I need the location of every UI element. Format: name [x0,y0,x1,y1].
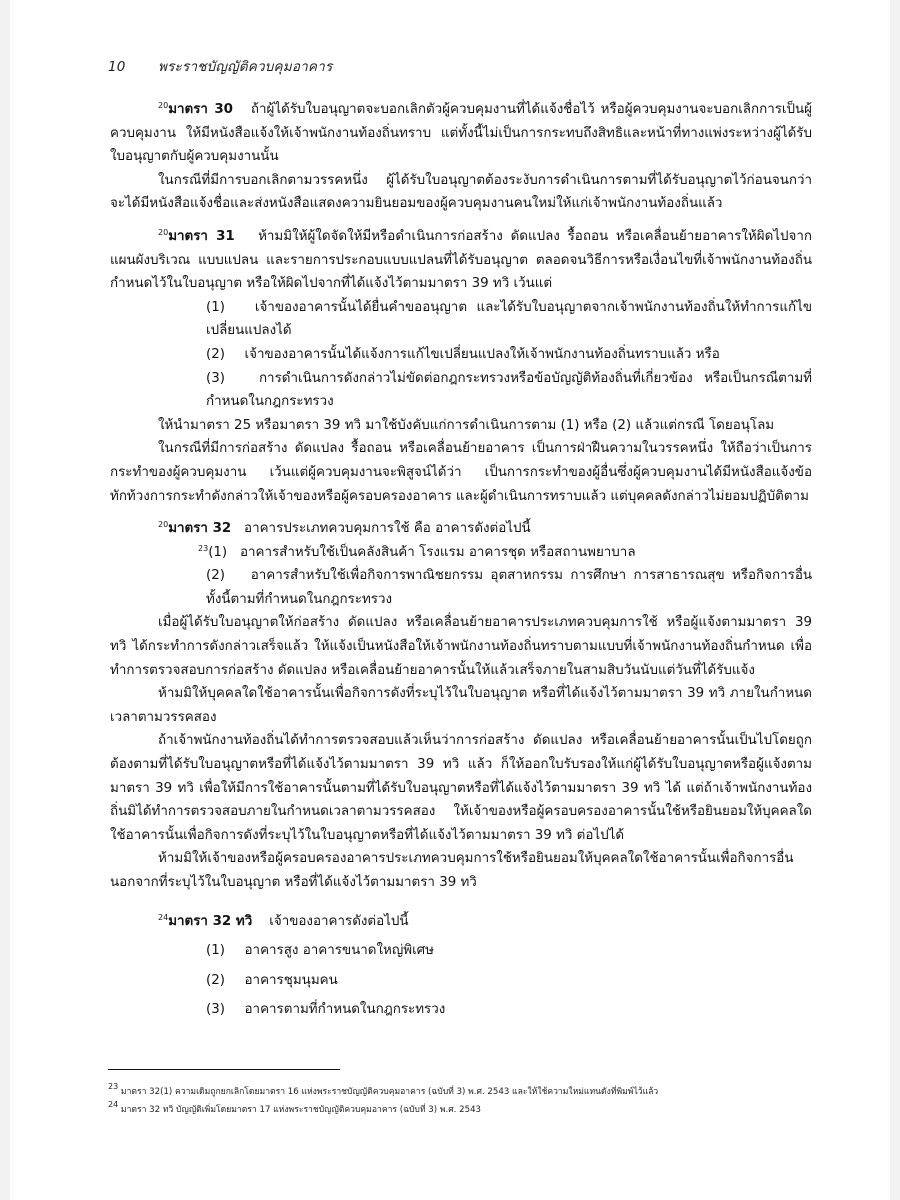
item-text: อาคารสำหรับใช้เพื่อกิจการพาณิชยกรรม อุตสาหกรรม การศึกษา การสาธารณสุข หรือกิจการอื่นทั้งนี้ตามที่กำหนดในกฎกระทรวง [206,568,813,607]
section-32-paragraph-5: ห้ามมิให้เจ้าของหรือผู้ครอบครองอาคารประเภทควบคุมการใช้หรือยินยอมให้บุคคลใดใช้อาคารนั้นเพื่อกิจการอื่นนอกจากที่ระบุไว้ในใบอนุญาต หรือที่ได้แจ้งไว้ตามมาตรา 39 ทวิ [110,851,794,890]
footnote-ref: 20 [158,520,169,530]
section-30-text: ถ้าผู้ได้รับใบอนุญาตจะบอกเลิกตัวผู้ควบคุมงานที่ได้แจ้งชื่อไว้ หรือผู้ควบคุมงานจะบอกเลิกการเป็นผู้ควบคุมงาน ให้มีหนังสือแจ้งให้เจ้าพนักงานท้องถิ่นทราบ แต่ทั้งนี้ไม่เป็นการกระทบถึงสิทธิและหน้าที่ทางแพ่งระหว่างผู้ได้รับใบอนุญาตกับผู้ควบคุมงานนั้น [110,102,812,165]
section-32-paragraph-3: ห้ามมิให้บุคคลใดใช้อาคารนั้นเพื่อกิจการดังที่ระบุไว้ในใบอนุญาต หรือที่ได้แจ้งไว้ตามมาตรา 39 ทวิ ภายในกำหนดเวลาตามวรรคสอง [110,686,812,725]
header-title: พระราชบัญญัติควบคุมอาคาร [158,59,333,75]
item-number: (3) [206,1002,225,1018]
section-32bis-text: เจ้าของอาคารดังต่อไปนี้ [269,913,409,929]
footnote-number: 24 [108,1100,119,1109]
footnotes [108,1083,828,1119]
section-31-text: ห้ามมิให้ผู้ใดจัดให้มีหรือดำเนินการก่อสร้าง ดัดแปลง รื้อถอน หรือเคลื่อนย้ายอาคารให้ผิดไปจากแผนผังบริเวณ แบบแปลน และรายการประกอบแบบแปลนที่ได้รับอนุญาต ตลอดจนวิธีการหรือเงื่อนไขที่เจ้าพนักงานท้องถิ่นกำหนดไว้ในใบอนุญาต หรือให้ผิดไปจากที่ได้แจ้งไว้ตามมาตรา 39 ทวิ เว้นแต่ [110,228,812,292]
item-text: การดำเนินการดังกล่าวไม่ขัดต่อกฎกระทรวงหรือข้อบัญญัติท้องถิ่นที่เกี่ยวข้อง หรือเป็นกรณีตามที่กำหนดในกฎกระทรวง [206,370,812,410]
section-32bis-paragraph-1 [110,910,812,934]
item-text: เจ้าของอาคารนั้นได้ยื่นคำขออนุญาต และได้รับใบอนุญาตจากเจ้าพนักงานท้องถิ่นให้ทำการแก้ไขเปลี่ยนแปลงได้ [206,299,812,339]
footnote-24 [108,1101,828,1119]
item-number: (1) [206,943,225,959]
page-left-margin [0,0,10,1200]
section-32-paragraph-4: ถ้าเจ้าพนักงานท้องถิ่นได้ทำการตรวจสอบแล้วเห็นว่าการก่อสร้าง ดัดแปลง หรือเคลื่อนย้ายอาคารนั้นเป็นไปโดยถูกต้องตามที่ได้รับใบอนุญาตหรือที่ได้แจ้งไว้ตามมาตรา 39 ทวิ แล้ว ก็ให้ออกใบรับรองให้แก่ผู้ได้รับใบอนุญาตหรือผู้แจ้งตามมาตรา 39 ทวิ เพื่อให้มีการใช้อาคารนั้นตามที่ได้รับใบอนุญาตหรือที่ได้แจ้งไว้ตามมาตรา 39 ทวิ ได้ แต่ถ้าเจ้าพนักงานท้องถิ่นมิได้ทำการตรวจสอบภายในกำหนดเวลาตามวรรคสอง ให้เจ้าของหรือผู้ครอบครองอาคารนั้นใช้หรือยินยอมให้บุคคลใดใช้อาคารนั้นเพื่อกิจการดังที่ระบุไว้ในใบอนุญาตหรือที่ได้แจ้งไว้ตามมาตรา 39 ทวิ ต่อไปได้ [110,733,812,843]
page-right-margin [890,0,900,1200]
section-31-item-3 [110,367,812,414]
section-31-paragraph-2: ให้นำมาตรา 25 หรือมาตรา 39 ทวิ มาใช้บังคับแก่การดำเนินการตาม (1) หรือ (2) แล้วแต่กรณี โดยอนุโลม [158,417,775,433]
footnote-text: มาตรา 32 ทวิ บัญญัติเพิ่มโดยมาตรา 17 แห่งพระราชบัญญัติควบคุมอาคาร (ฉบับที่ 3) พ.ศ. 2543 [120,1105,481,1115]
section-31-paragraph-3: ในกรณีที่มีการก่อสร้าง ดัดแปลง รื้อถอน หรือเคลื่อนย้ายอาคาร เป็นการฝ่าฝืนความในวรรคหนึ่ง ให้ถือว่าเป็นการกระทำของผู้ควบคุมงาน เว้นแต่ผู้ควบคุมงานจะพิสูจน์ได้ว่า เป็นการกระทำของผู้อื่นซึ่งผู้ควบคุมงานได้มีหนังสือแจ้งข้อทักท้วงการกระทำดังกล่าวให้เจ้าของหรือผู้ครอบครองอาคาร และผู้ดำเนินการทราบแล้ว แต่บุคคลดังกล่าวไม่ยอมปฏิบัติตาม [110,441,812,504]
item-number: (2) [206,346,225,362]
section-32-label: มาตรา 32 [168,521,232,537]
item-text: เจ้าของอาคารนั้นได้แจ้งการแก้ไขเปลี่ยนแปลงให้เจ้าพนักงานท้องถิ่นทราบแล้ว หรือ [244,346,720,362]
section-30-paragraph-2: ในกรณีที่มีการบอกเลิกตามวรรคหนึ่ง ผู้ได้รับใบอนุญาตต้องระงับการดำเนินการตามที่ได้รับอนุญาตไว้ก่อนจนกว่าจะได้มีหนังสือแจ้งชื่อและส่งหนังสือแสดงความยินยอมของผู้ควบคุมงานคนใหม่ให้แก่เจ้าพนักงานท้องถิ่นแล้ว [110,172,812,212]
section-32-item-1 [110,541,812,565]
section-32bis-item-2 [110,969,812,993]
item-number: (2) [206,568,225,584]
footnote-23 [108,1083,828,1101]
footnote-ref: 23 [198,543,209,553]
footnote-ref: 20 [158,227,169,237]
item-number: (1) [206,299,225,315]
item-number: (3) [206,370,225,386]
section-30-label: มาตรา 30 [168,102,233,117]
section-31-item-1 [110,296,812,343]
item-text: อาคารชุมนุมคน [244,972,338,988]
footnote-separator [108,1069,340,1070]
item-text: อาคารสูง อาคารขนาดใหญ่พิเศษ [244,943,434,959]
section-31-paragraph-1 [110,225,812,296]
footnote-ref: 20 [158,101,169,110]
footnote-text: มาตรา 32(1) ความเดิมถูกยกเลิกโดยมาตรา 16 แห่งพระราชบัญญัติควบคุมอาคาร (ฉบับที่ 3) พ.ศ. 2543 และให้ใช้ความใหม่แทนดังที่พิมพ์ไว้แล้ว [120,1087,659,1097]
section-32bis-item-3 [110,998,812,1022]
running-header [108,55,332,77]
document-body [110,98,812,1022]
section-32-item-2 [110,564,812,611]
page-number: 10 [108,59,126,75]
section-32bis-label: มาตรา 32 ทวิ [168,913,253,929]
item-text: อาคารสำหรับใช้เป็นคลังสินค้า โรงแรม อาคารชุด หรือสถานพยาบาล [239,544,636,560]
section-32-paragraph-1 [110,517,812,541]
section-32-paragraph-2: เมื่อผู้ได้รับใบอนุญาตให้ก่อสร้าง ดัดแปลง หรือเคลื่อนย้ายอาคารประเภทควบคุมการใช้ หรือผู้แจ้งตามมาตรา 39 ทวิ ได้กระทำการดังกล่าวเสร็จแล้ว ให้แจ้งเป็นหนังสือให้เจ้าพนักงานท้องถิ่นทราบตามแบบที่เจ้าพนักงานท้องถิ่นกำหนด เพื่อทำการตรวจสอบการก่อสร้าง ดัดแปลง หรือเคลื่อนย้ายอาคารนั้นให้แล้วเสร็จภายในสามสิบวันนับแต่วันที่ได้รับแจ้ง [110,615,812,678]
section-31-label: มาตรา 31 [168,228,235,244]
item-number: (2) [206,972,225,988]
section-30-paragraph-1 [110,98,812,169]
footnote-ref: 24 [158,912,169,922]
section-32bis-item-1 [110,939,812,963]
footnote-number: 23 [108,1082,119,1091]
section-31-item-2 [110,343,812,367]
section-32-text: อาคารประเภทควบคุมการใช้ คือ อาคารดังต่อไปนี้ [244,521,531,537]
item-text: อาคารตามที่กำหนดในกฎกระทรวง [244,1002,446,1018]
item-number: (1) [208,544,228,560]
